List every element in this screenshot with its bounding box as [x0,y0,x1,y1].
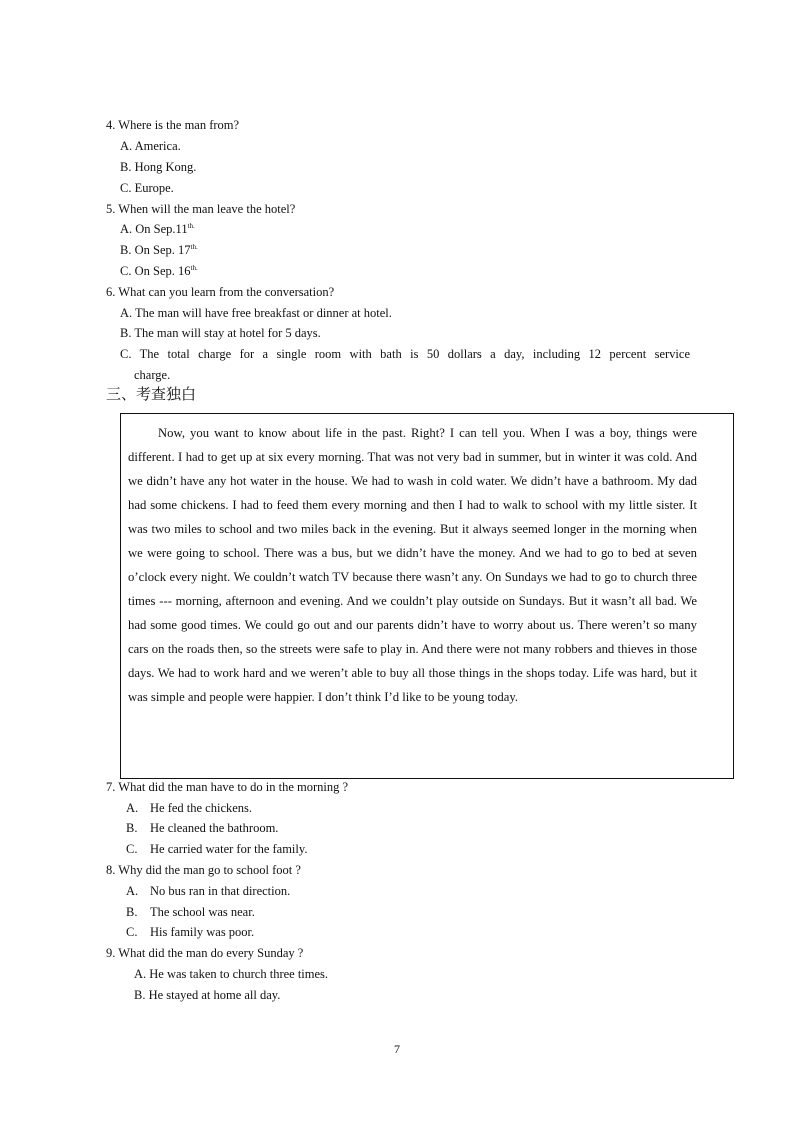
option-label: A. [126,884,139,898]
question-7: 7. What did the man have to do in the morning ? [106,780,349,794]
question-8: 8. Why did the man go to school foot ? [106,863,301,877]
option-text: His family was poor. [150,925,255,939]
question-7-option-a [126,800,252,816]
option-text: He cleaned the bathroom. [150,821,279,835]
question-6-option-b: B. The man will stay at hotel for 5 days. [120,326,321,340]
option-text: B. On Sep. 17 [120,243,191,257]
question-5-option-b [120,242,198,258]
option-text: He carried water for the family. [150,842,308,856]
question-7-option-c [126,841,307,857]
ordinal-suffix: th. [190,243,198,251]
option-text: A. On Sep.11 [120,222,188,236]
option-label: C. [126,925,138,939]
question-4-option-c: C. Europe. [120,181,174,195]
question-6-option-c: C. The total charge for a single room with bath is 50 dollars a day, including 12 percent service [120,347,690,361]
question-6-option-a: A. The man will have free breakfast or dinner at hotel. [120,306,392,320]
option-text: He fed the chickens. [150,801,253,815]
ordinal-suffix: th. [187,222,195,230]
option-text: C. On Sep. 16 [120,264,191,278]
question-4: 4. Where is the man from? [106,118,240,132]
option-text: No bus ran in that direction. [150,884,291,898]
option-text: The school was near. [150,905,255,919]
question-9-option-a: A. He was taken to church three times. [134,967,329,981]
option-label: B. [126,905,138,919]
section-title: 三、考查独白 [106,385,197,403]
option-label: C. [126,842,138,856]
question-7-option-b [126,820,278,836]
question-8-option-c [126,924,254,940]
page-number: 7 [394,1042,400,1056]
ordinal-suffix: th. [190,264,198,272]
question-4-option-a: A. America. [120,139,181,153]
question-9: 9. What did the man do every Sunday ? [106,946,304,960]
passage-text: Now, you want to know about life in the past. Right? I can tell you. When I was a boy, things were different. I had to get up at six every morning. That was not very bad in summer, but in winter it was cold. And we didn’t have any hot water in the house. We had to wash in cold water. We didn’t have a bathroom. My dad had some chickens. I had to feed them every morning and then I had to walk to school with my little sister. It was two miles to school and two miles back in the evening. But it always seemed longer in the morning when we were going to school. There was a bus, but we didn’t have the money. And we had to go to bed at seven o’clock every night. We couldn’t watch TV because there wasn’t any. On Sundays we had to go to church three times --- morning, afternoon and evening. And we couldn’t play outside on Sundays. But it wasn’t all bad. We had some good times. We could go out and our parents didn’t have to worry about us. There weren’t so many cars on the roads then, so the streets were safe to play in. And there were not many robbers and thieves in those days. We had to work hard and we weren’t able to buy all those things in the shops today. Life was hard, but it was simple and people were happier. I don’t think I’d like to be young today. [128,426,697,704]
question-5-option-a [120,221,195,237]
question-5-option-c [120,263,198,279]
option-label: A. [126,801,139,815]
question-5: 5. When will the man leave the hotel? [106,202,296,216]
question-8-option-b [126,904,255,920]
question-6: 6. What can you learn from the conversation? [106,285,335,299]
option-label: B. [126,821,138,835]
question-4-option-b: B. Hong Kong. [120,160,197,174]
question-6-option-c-continuation: charge. [134,368,171,382]
question-9-option-b: B. He stayed at home all day. [134,988,281,1002]
question-8-option-a [126,883,290,899]
